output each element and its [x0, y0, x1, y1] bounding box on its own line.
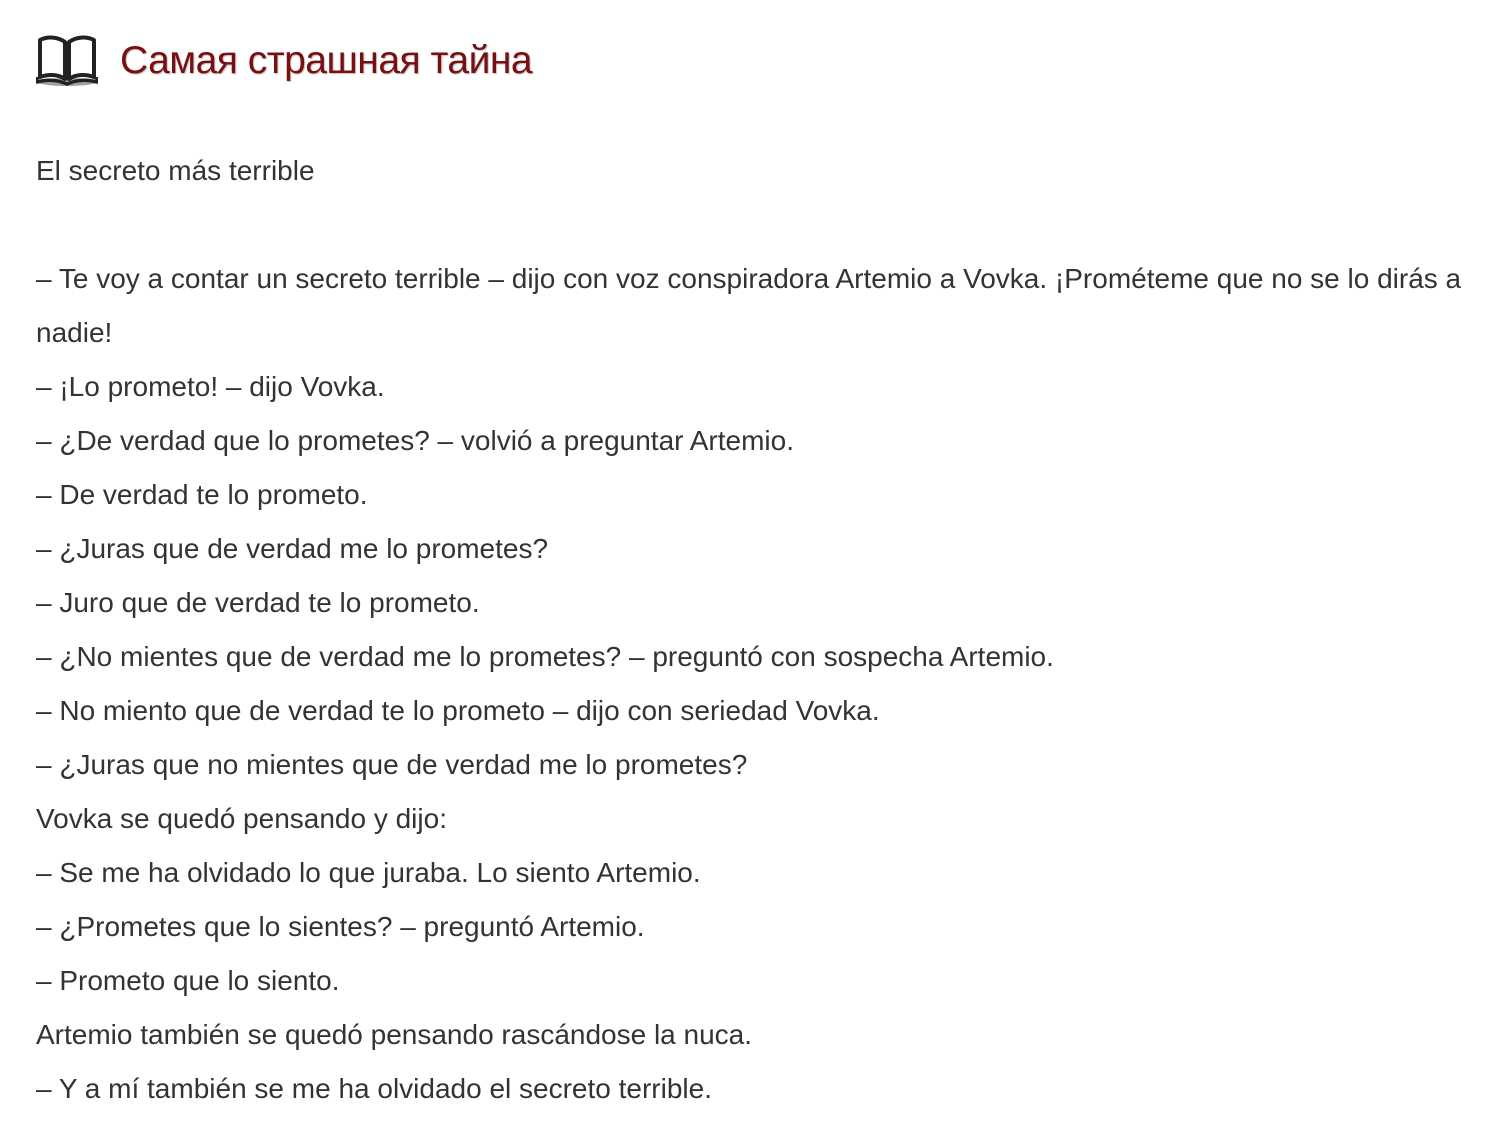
page-title: Самая страшная тайна — [120, 38, 533, 82]
story-paragraph: Artemio también se quedó pensando rascándose la nuca. — [36, 1019, 753, 1050]
story-paragraph: – ¿Juras que no mientes que de verdad me lo prometes? — [36, 749, 748, 780]
story-paragraph: – Te voy a contar un secreto terrible – dijo con voz conspiradora Artemio a Vovka. ¡Prométeme que no se lo dirás a nadie! — [36, 263, 1462, 348]
spacer — [36, 198, 1481, 252]
story-paragraph: – Se me ha olvidado lo que juraba. Lo siento Artemio. — [36, 857, 701, 888]
story-paragraph: – ¿No mientes que de verdad me lo prometes? – preguntó con sospecha Artemio. — [36, 641, 1054, 672]
story-paragraph: Vovka se quedó pensando y dijo: — [36, 803, 447, 834]
story-paragraph: – ¡Lo prometo! – dijo Vovka. — [36, 371, 385, 402]
story-paragraph: – Y a mí también se me ha olvidado el secreto terrible. — [36, 1073, 712, 1104]
story-paragraph: – ¿De verdad que lo prometes? – volvió a preguntar Artemio. — [36, 425, 794, 456]
story-paragraph: – Prometo que lo siento. — [36, 965, 340, 996]
story-paragraph: – Juro que de verdad te lo prometo. — [36, 587, 480, 618]
story-paragraph: – De verdad te lo prometo. — [36, 479, 368, 510]
page-header — [36, 30, 532, 90]
story-paragraph: – ¿Juras que de verdad me lo prometes? — [36, 533, 549, 564]
story-content — [36, 144, 1481, 1116]
story-subtitle: El secreto más terrible — [36, 155, 315, 186]
story-paragraph: – No miento que de verdad te lo prometo – dijo con seriedad Vovka. — [36, 695, 880, 726]
story-paragraph: – ¿Prometes que lo sientes? – preguntó Artemio. — [36, 911, 645, 942]
open-book-icon — [36, 32, 98, 88]
